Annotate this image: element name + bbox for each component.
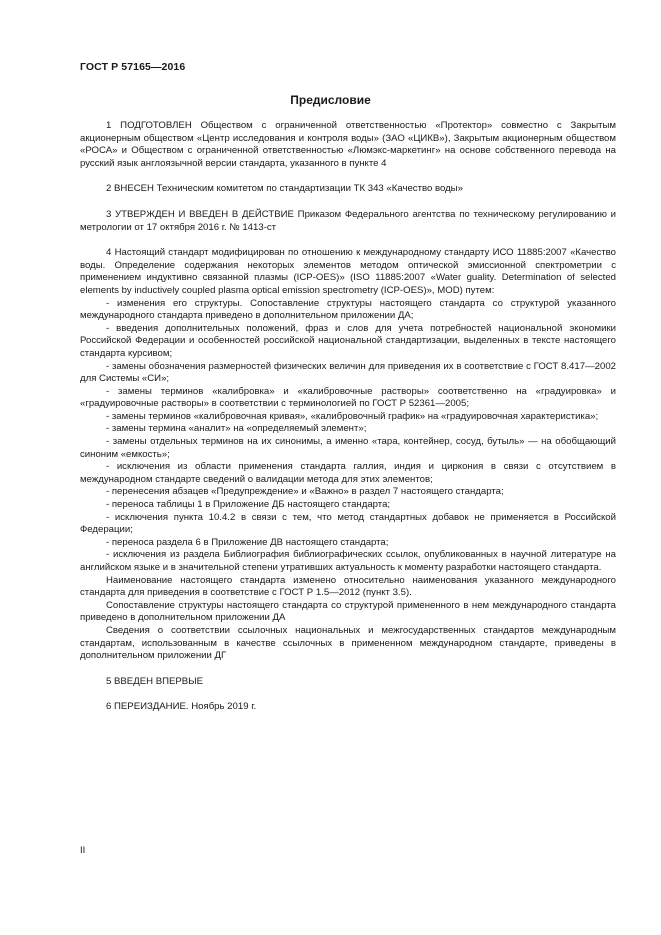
paragraph: - исключения пункта 10.4.2 в связи с тем, что метод стандартных добавок не применяется в Российской Федерации;	[80, 511, 616, 536]
paragraph: - замены термина «аналит» на «определяемый элемент»;	[106, 423, 367, 435]
paragraph: Сопоставление структуры настоящего стандарта со структурой примененного в нем международного стандарта приведено в дополнительном приложении ДА	[80, 599, 616, 624]
paragraph: - замены терминов «калибровка» и «калибровочные растворы» соответственно на «градуировка» и «градуировочные растворы» в соответствии с терминологией по ГОСТ Р 52361—2005;	[80, 385, 616, 410]
paragraph: 1 ПОДГОТОВЛЕН Обществом с ограниченной ответственностью «Протектор» совместно с Закрытым акционерным обществом «Центр исследования и контроля воды» (ЗАО «ЦИКВ»), Закрытым акционерным обществом «РОСА» и Обществом с ограниченной ответственностью «Люмэкс-маркетинг» на основе собственного перевода на русский язык англоязычной версии стандарта, указанного в пункте 4	[80, 120, 616, 169]
paragraph: Наименование настоящего стандарта изменено относительно наименования указанного международного стандарта для приведения в соответствие с ГОСТ Р 1.5—2012 (пункт 3.5).	[80, 574, 616, 599]
paragraph: - переноса раздела 6 в Приложение ДВ настоящего стандарта;	[106, 536, 389, 548]
paragraph: 6 ПЕРЕИЗДАНИЕ. Ноябрь 2019 г.	[106, 701, 257, 713]
paragraph: - замены отдельных терминов на их синонимы, а именно «тара, контейнер, сосуд, бутыль» — на обобщающий синоним «емкость»;	[80, 436, 616, 460]
paragraph: Сведения о соответствии ссылочных национальных и межгосударственных стандартов международным стандартам, использованным в качестве ссылочных в примененном международном стандарте, приведены в дополнительном приложении ДГ	[80, 624, 616, 662]
document-code: ГОСТ Р 57165—2016	[80, 61, 186, 73]
paragraph: 4 Настоящий стандарт модифицирован по отношению к международному стандарту ИСО 11885:2007 «Качество воды. Определение содержания некоторых элементов методом оптической эмиссионной спектрометрии с применением индуктивно связанной плазмы (ICP-OES)» (ISO 11885:2007 «Water guality. Determination of selected elements by inductively coupled plasma optical emission spectrometry (ICP-OES)», MOD) путем:	[80, 247, 616, 296]
paragraph: - замены обозначения размерностей физических величин для приведения их в соответствие с ГОСТ 8.417—2002 для Системы «СИ»;	[80, 360, 616, 385]
paragraph: - введения дополнительных положений, фраз и слов для учета потребностей национальной экономики Российской Федерации и особенностей российской национальной стандартизации, выделенных в тексте настоящего стандарта курсивом;	[80, 322, 616, 359]
paragraph: - переноса таблицы 1 в Приложение ДБ настоящего стандарта;	[106, 499, 391, 511]
page-title: Предисловие	[290, 93, 371, 107]
paragraph: - перенесения абзацев «Предупреждение» и «Важно» в раздел 7 настоящего стандарта;	[106, 486, 504, 498]
paragraph: 3 УТВЕРЖДЕН И ВВЕДЕН В ДЕЙСТВИЕ Приказом Федерального агентства по техническому регулированию и метрологии от 17 октября 2016 г. № 1413-ст	[80, 208, 616, 233]
paragraph: - изменения его структуры. Сопоставление структуры настоящего стандарта со структурой указанного международного стандарта приведено в дополнительном приложении ДА;	[80, 297, 616, 322]
paragraph: 2 ВНЕСЕН Техническим комитетом по стандартизации ТК 343 «Качество воды»	[106, 183, 463, 195]
paragraph: - исключения из раздела Библиография библиографических ссылок, опубликованных в научной литературе на английском языке и в значительной степени утративших актуальность к моменту разработки настоящего стандарта.	[80, 549, 616, 573]
paragraph: - исключения из области применения стандарта галлия, индия и циркония в связи с отсутствием в международном стандарте сведений о валидации метода для этих элементов;	[80, 461, 616, 485]
paragraph: - замены терминов «калибровочная кривая», «калибровочный график» на «градуировочная характеристика»;	[106, 410, 599, 422]
page-number: II	[80, 845, 86, 856]
foreword-body	[80, 120, 616, 714]
paragraph: 5 ВВЕДЕН ВПЕРВЫЕ	[106, 675, 204, 687]
